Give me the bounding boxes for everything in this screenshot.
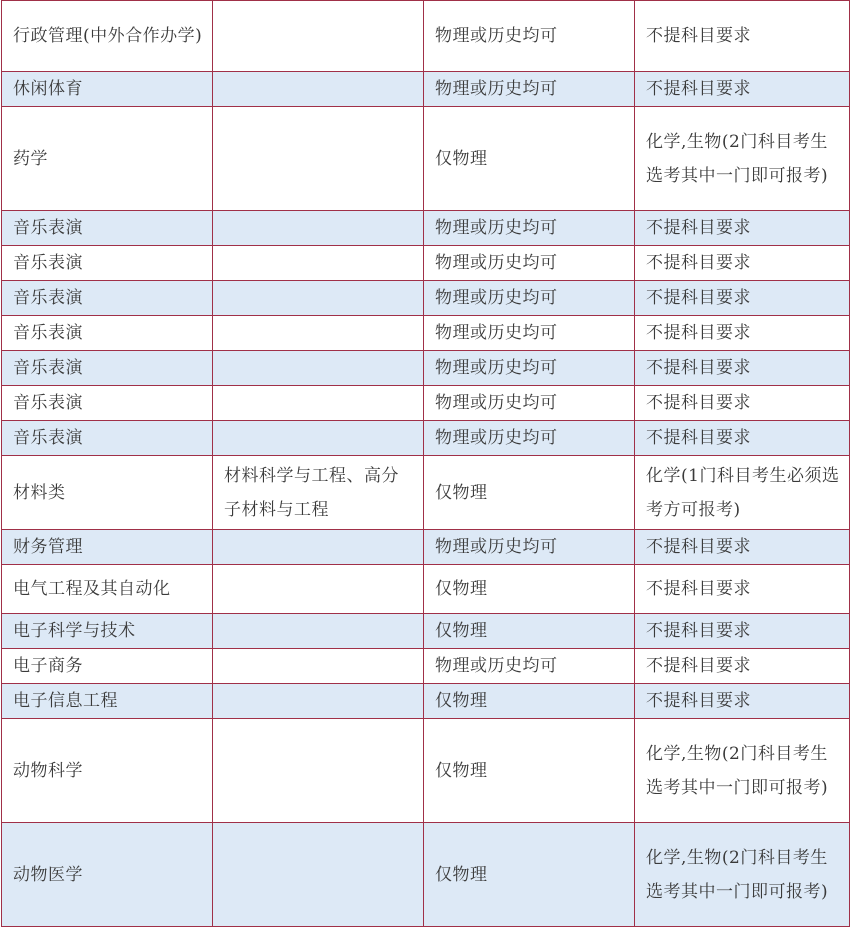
major-cell: 电子科学与技术 [2,614,213,649]
table-row [2,823,850,927]
major-cell: 休闲体育 [2,72,213,107]
table-row [2,421,850,456]
sub-major-cell [213,281,424,316]
subject-requirement-cell: 化学,生物(2门科目考生选考其中一门即可报考) [635,823,850,927]
first-subject-cell: 物理或历史均可 [424,211,635,246]
sub-major-cell [213,719,424,823]
sub-major-cell [213,351,424,386]
subject-requirement-cell: 不提科目要求 [635,565,850,614]
table-row [2,72,850,107]
sub-major-cell [213,246,424,281]
sub-major-cell [213,316,424,351]
subject-requirement-cell: 不提科目要求 [635,386,850,421]
first-subject-cell: 仅物理 [424,107,635,211]
first-subject-cell: 物理或历史均可 [424,649,635,684]
table-row [2,684,850,719]
first-subject-cell: 仅物理 [424,614,635,649]
subject-requirement-cell: 不提科目要求 [635,684,850,719]
subject-requirement-cell: 不提科目要求 [635,72,850,107]
sub-major-cell [213,530,424,565]
major-cell: 音乐表演 [2,421,213,456]
sub-major-cell [213,649,424,684]
major-cell: 财务管理 [2,530,213,565]
major-cell: 材料类 [2,456,213,530]
first-subject-cell: 仅物理 [424,719,635,823]
subject-requirement-cell: 化学,生物(2门科目考生选考其中一门即可报考) [635,107,850,211]
major-cell: 音乐表演 [2,246,213,281]
table-body [2,1,850,927]
subject-requirement-cell: 化学,生物(2门科目考生选考其中一门即可报考) [635,719,850,823]
major-cell: 音乐表演 [2,316,213,351]
table-row [2,316,850,351]
table-row [2,386,850,421]
sub-major-cell [213,107,424,211]
first-subject-cell: 物理或历史均可 [424,281,635,316]
first-subject-cell: 物理或历史均可 [424,386,635,421]
sub-major-cell [213,386,424,421]
table-row [2,351,850,386]
sub-major-cell: 材料科学与工程、高分子材料与工程 [213,456,424,530]
subject-requirement-cell: 不提科目要求 [635,211,850,246]
table-row [2,614,850,649]
subject-requirements-table [1,0,850,927]
sub-major-cell [213,823,424,927]
first-subject-cell: 物理或历史均可 [424,421,635,456]
major-cell: 动物科学 [2,719,213,823]
subject-requirement-cell: 不提科目要求 [635,530,850,565]
table-row [2,456,850,530]
table-row [2,246,850,281]
sub-major-cell [213,1,424,72]
table-row [2,1,850,72]
subject-requirement-cell: 不提科目要求 [635,281,850,316]
sub-major-cell [213,684,424,719]
table-row [2,649,850,684]
subject-requirement-cell: 不提科目要求 [635,1,850,72]
subject-requirement-cell: 化学(1门科目考生必须选考方可报考) [635,456,850,530]
sub-major-cell [213,565,424,614]
major-cell: 电子商务 [2,649,213,684]
first-subject-cell: 物理或历史均可 [424,351,635,386]
subject-requirement-cell: 不提科目要求 [635,614,850,649]
major-cell: 药学 [2,107,213,211]
major-cell: 音乐表演 [2,211,213,246]
sub-major-cell [213,614,424,649]
first-subject-cell: 物理或历史均可 [424,72,635,107]
major-cell: 音乐表演 [2,281,213,316]
subject-requirement-cell: 不提科目要求 [635,649,850,684]
table-row [2,719,850,823]
first-subject-cell: 物理或历史均可 [424,1,635,72]
table-row [2,530,850,565]
subject-requirement-cell: 不提科目要求 [635,351,850,386]
first-subject-cell: 仅物理 [424,684,635,719]
first-subject-cell: 仅物理 [424,456,635,530]
first-subject-cell: 仅物理 [424,565,635,614]
major-cell: 行政管理(中外合作办学) [2,1,213,72]
major-cell: 电气工程及其自动化 [2,565,213,614]
subject-requirement-cell: 不提科目要求 [635,316,850,351]
first-subject-cell: 物理或历史均可 [424,246,635,281]
table-row [2,107,850,211]
subject-requirement-cell: 不提科目要求 [635,421,850,456]
major-cell: 动物医学 [2,823,213,927]
table-row [2,211,850,246]
first-subject-cell: 物理或历史均可 [424,530,635,565]
major-cell: 音乐表演 [2,386,213,421]
first-subject-cell: 物理或历史均可 [424,316,635,351]
first-subject-cell: 仅物理 [424,823,635,927]
major-cell: 音乐表演 [2,351,213,386]
sub-major-cell [213,421,424,456]
major-cell: 电子信息工程 [2,684,213,719]
sub-major-cell [213,211,424,246]
sub-major-cell [213,72,424,107]
subject-requirement-cell: 不提科目要求 [635,246,850,281]
table-row [2,281,850,316]
table-row [2,565,850,614]
